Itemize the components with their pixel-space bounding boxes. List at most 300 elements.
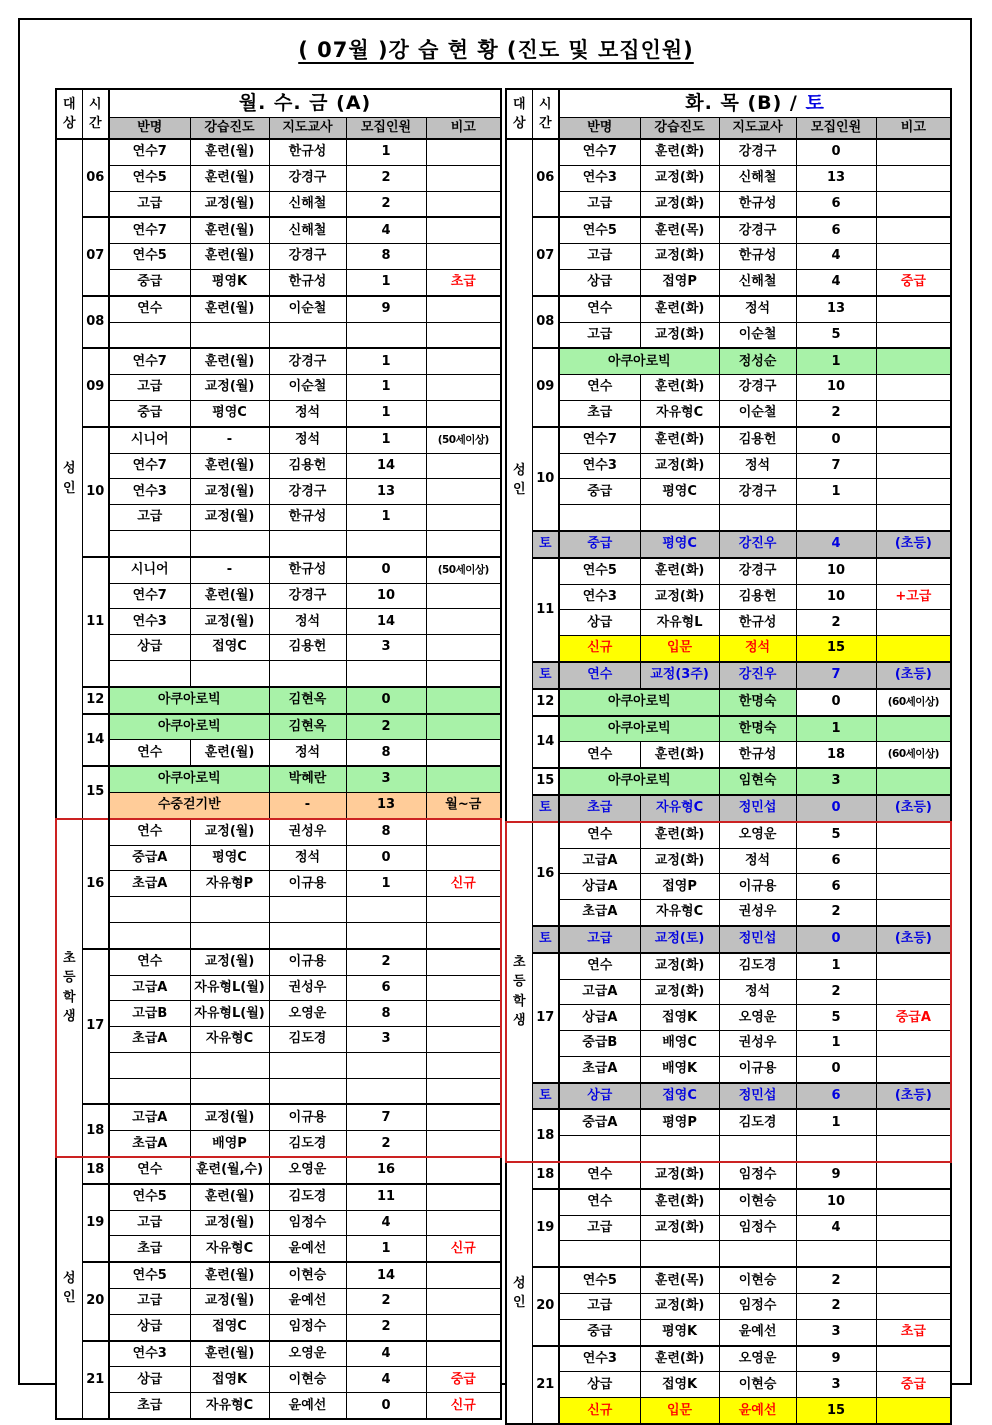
count-cell: 15 xyxy=(796,636,876,662)
teacher-cell: 임현숙 xyxy=(719,768,796,795)
note-cell: (60세이상) xyxy=(876,742,951,768)
progress-cell: 평영K xyxy=(190,269,269,295)
table-row xyxy=(56,819,501,845)
count-cell: 4 xyxy=(796,531,876,558)
table-row xyxy=(506,584,951,610)
time-cell: 10 xyxy=(82,427,109,557)
time-cell: 20 xyxy=(532,1267,559,1345)
table-row xyxy=(506,716,951,742)
count-cell: 4 xyxy=(796,244,876,270)
count-cell: 2 xyxy=(346,1314,426,1340)
teacher-cell: 윤예선 xyxy=(269,1236,346,1262)
time-cell: 19 xyxy=(82,1184,109,1262)
progress-cell: 교정(화) xyxy=(640,244,719,270)
class-name-cell: 고급 xyxy=(559,1294,640,1320)
count-cell: 0 xyxy=(796,926,876,953)
note-cell xyxy=(876,874,951,900)
progress-cell: 자유형C xyxy=(640,400,719,426)
table-row xyxy=(506,375,951,401)
count-cell: 8 xyxy=(346,740,426,766)
progress-cell: 자유형L(월) xyxy=(190,975,269,1001)
count-cell: 0 xyxy=(796,1056,876,1082)
table-row xyxy=(506,1031,951,1057)
note-cell xyxy=(426,714,501,740)
class-name-cell: 고급 xyxy=(109,1210,190,1236)
note-cell: (초등) xyxy=(876,1083,951,1110)
note-cell xyxy=(426,296,501,322)
count-cell: 1 xyxy=(346,427,426,453)
teacher-cell: 임정수 xyxy=(269,1314,346,1340)
table-row xyxy=(56,949,501,975)
teacher-cell: 오영운 xyxy=(269,1157,346,1184)
table-row xyxy=(56,609,501,635)
note-cell xyxy=(426,1078,501,1104)
teacher-cell: 강경구 xyxy=(719,375,796,401)
class-name-cell: 고급B xyxy=(109,1001,190,1027)
teacher-cell: 김용헌 xyxy=(719,584,796,610)
teacher-cell: 김도경 xyxy=(269,1131,346,1157)
class-name-cell: 중급A xyxy=(559,1109,640,1135)
note-cell: 중급 xyxy=(876,1372,951,1398)
progress-cell: 훈련(월) xyxy=(190,1262,269,1288)
teacher-cell: 권성우 xyxy=(719,1031,796,1057)
count-cell: 13 xyxy=(346,479,426,505)
progress-cell: 훈련(화) xyxy=(640,1346,719,1372)
progress-cell: 평영C xyxy=(190,845,269,871)
teacher-cell: 정석 xyxy=(269,740,346,766)
column-header: 강습진도 xyxy=(190,118,269,140)
progress-cell: 자유형C xyxy=(640,795,719,822)
progress-cell: 자유형P xyxy=(190,871,269,897)
class-name-cell xyxy=(109,897,190,923)
progress-cell: 교정(화) xyxy=(640,1162,719,1189)
column-header: 반명 xyxy=(109,118,190,140)
count-cell: 3 xyxy=(346,1027,426,1053)
class-name-cell: 초급 xyxy=(109,1393,190,1419)
table-row xyxy=(56,1289,501,1315)
day-group-title xyxy=(109,89,501,118)
class-name-cell: 아쿠아로빅 xyxy=(559,348,719,374)
count-cell: 6 xyxy=(346,975,426,1001)
time-cell: 07 xyxy=(82,217,109,295)
teacher-cell: 정석 xyxy=(269,845,346,871)
note-cell xyxy=(426,1104,501,1130)
teacher-cell: 정석 xyxy=(719,296,796,322)
note-cell: (초등) xyxy=(876,926,951,953)
teacher-cell: 이현승 xyxy=(269,1262,346,1288)
progress-cell: 교정(화) xyxy=(640,165,719,191)
progress-cell: 접영C xyxy=(640,1083,719,1110)
teacher-cell: 김도경 xyxy=(269,1184,346,1210)
progress-cell: 접영P xyxy=(640,874,719,900)
target-cell: 성 인 xyxy=(56,1157,82,1419)
count-cell: 2 xyxy=(346,949,426,975)
class-name-cell: 상급 xyxy=(559,610,640,636)
progress-cell: - xyxy=(190,557,269,583)
note-cell xyxy=(426,687,501,714)
count-cell xyxy=(796,1241,876,1267)
teacher-cell: 한명숙 xyxy=(719,689,796,716)
class-name-cell: 시니어 xyxy=(109,557,190,583)
note-cell xyxy=(426,165,501,191)
left-table-mount xyxy=(55,88,502,1425)
teacher-cell: 권성우 xyxy=(719,900,796,926)
note-cell xyxy=(876,558,951,584)
teacher-cell: 강경구 xyxy=(269,244,346,270)
class-name-cell xyxy=(109,322,190,348)
count-cell: 15 xyxy=(796,1398,876,1424)
progress-cell: 접영K xyxy=(640,1005,719,1031)
note-cell: (초등) xyxy=(876,795,951,822)
time-cell: 14 xyxy=(532,716,559,769)
class-name-cell: 연수 xyxy=(109,296,190,322)
target-cell: 초 등 학 생 xyxy=(506,822,532,1162)
table-row xyxy=(506,1319,951,1345)
note-cell xyxy=(426,375,501,401)
note-cell: 월~금 xyxy=(426,792,501,818)
note-cell xyxy=(426,1262,501,1288)
table-row xyxy=(506,479,951,505)
target-column-header: 대 상 xyxy=(56,89,82,139)
header-row-1 xyxy=(506,89,951,118)
table-row xyxy=(56,871,501,897)
progress-cell: 접영P xyxy=(640,269,719,295)
class-name-cell: 연수7 xyxy=(109,453,190,479)
table-row xyxy=(506,191,951,217)
table-row xyxy=(506,1109,951,1135)
teacher-cell: 이규용 xyxy=(269,949,346,975)
class-name-cell: 초급A xyxy=(559,1056,640,1082)
class-name-cell: 연수 xyxy=(559,822,640,848)
note-cell xyxy=(426,949,501,975)
time-cell: 토 xyxy=(532,1083,559,1110)
class-name-cell: 아쿠아로빅 xyxy=(559,768,719,795)
progress-cell: 교정(화) xyxy=(640,453,719,479)
table-row xyxy=(506,1189,951,1215)
table-row xyxy=(56,1236,501,1262)
teacher-cell: 한규성 xyxy=(269,269,346,295)
progress-cell: 접영K xyxy=(190,1367,269,1393)
table-row xyxy=(56,766,501,792)
time-cell: 12 xyxy=(82,687,109,714)
count-cell xyxy=(346,530,426,556)
header-row-1 xyxy=(56,89,501,118)
note-cell: 중급 xyxy=(426,1367,501,1393)
progress-cell: 훈련(목) xyxy=(640,1267,719,1293)
note-cell xyxy=(426,139,501,165)
class-name-cell: 상급 xyxy=(109,1314,190,1340)
teacher-cell: 이규용 xyxy=(269,1104,346,1130)
count-cell: 4 xyxy=(796,269,876,295)
count-cell: 3 xyxy=(796,1372,876,1398)
teacher-cell: 오영운 xyxy=(269,1001,346,1027)
class-name-cell: 초급 xyxy=(109,1236,190,1262)
time-cell: 11 xyxy=(82,557,109,687)
teacher-cell xyxy=(719,1241,796,1267)
note-cell xyxy=(876,1109,951,1135)
teacher-cell: 정석 xyxy=(719,453,796,479)
note-cell xyxy=(876,505,951,531)
class-name-cell: 연수7 xyxy=(559,139,640,165)
progress-cell: 접영C xyxy=(190,1314,269,1340)
teacher-cell: 윤예선 xyxy=(269,1393,346,1419)
class-name-cell: 연수3 xyxy=(559,453,640,479)
table-row xyxy=(56,479,501,505)
table-row xyxy=(56,975,501,1001)
progress-cell: 접영C xyxy=(190,635,269,661)
teacher-cell: 강경구 xyxy=(269,479,346,505)
teacher-cell xyxy=(719,505,796,531)
note-cell xyxy=(426,479,501,505)
table-row xyxy=(56,530,501,556)
teacher-cell xyxy=(719,1136,796,1162)
progress-cell: 훈련(월) xyxy=(190,453,269,479)
progress-cell: 교정(화) xyxy=(640,953,719,979)
count-cell: 0 xyxy=(796,795,876,822)
class-name-cell: 초급A xyxy=(109,1027,190,1053)
time-cell: 18 xyxy=(82,1157,109,1184)
teacher-cell: 강경구 xyxy=(719,139,796,165)
progress-cell: 교정(월) xyxy=(190,1210,269,1236)
count-cell: 0 xyxy=(796,427,876,453)
class-name-cell: 신규 xyxy=(559,636,640,662)
time-cell: 15 xyxy=(532,768,559,795)
note-cell xyxy=(426,1289,501,1315)
teacher-cell: 이순철 xyxy=(269,296,346,322)
count-cell: 5 xyxy=(796,822,876,848)
table-row xyxy=(56,1210,501,1236)
progress-cell: 배영C xyxy=(640,1031,719,1057)
teacher-cell: 이순철 xyxy=(719,322,796,348)
class-name-cell: 고급A xyxy=(109,975,190,1001)
progress-cell: 평영C xyxy=(640,479,719,505)
teacher-cell: 김도경 xyxy=(719,953,796,979)
teacher-cell: 신해철 xyxy=(269,217,346,243)
note-cell xyxy=(876,1346,951,1372)
note-cell xyxy=(426,609,501,635)
count-cell: 1 xyxy=(796,348,876,374)
note-cell xyxy=(426,453,501,479)
teacher-cell: 정석 xyxy=(719,979,796,1005)
teacher-cell: 강진우 xyxy=(719,531,796,558)
note-cell xyxy=(876,979,951,1005)
note-cell xyxy=(426,191,501,217)
table-row xyxy=(506,269,951,295)
table-row xyxy=(506,768,951,795)
table-row xyxy=(56,845,501,871)
teacher-cell xyxy=(269,530,346,556)
progress-cell: 교정(월) xyxy=(190,1289,269,1315)
class-name-cell: 연수5 xyxy=(559,217,640,243)
teacher-cell: 윤예선 xyxy=(719,1398,796,1424)
count-cell: 10 xyxy=(346,583,426,609)
table-row xyxy=(56,1131,501,1157)
note-cell xyxy=(426,322,501,348)
teacher-cell xyxy=(269,897,346,923)
progress-cell: 평영C xyxy=(190,400,269,426)
teacher-cell: 권성우 xyxy=(269,819,346,845)
progress-cell: 훈련(월) xyxy=(190,1341,269,1367)
column-header: 모집인원 xyxy=(346,118,426,140)
table-row xyxy=(56,1001,501,1027)
target-cell: 성 인 xyxy=(506,1162,532,1424)
table-row xyxy=(506,874,951,900)
progress-cell: 자유형C xyxy=(190,1393,269,1419)
count-cell: 3 xyxy=(346,635,426,661)
note-cell xyxy=(876,848,951,874)
count-cell xyxy=(346,660,426,686)
table-row xyxy=(506,1294,951,1320)
progress-cell: 접영K xyxy=(640,1372,719,1398)
teacher-cell: 임정수 xyxy=(719,1215,796,1241)
teacher-cell: 이순철 xyxy=(269,375,346,401)
table-row xyxy=(506,742,951,768)
table-row xyxy=(506,795,951,822)
note-cell xyxy=(426,1341,501,1367)
class-name-cell: 연수 xyxy=(559,742,640,768)
note-cell xyxy=(426,505,501,531)
table-row xyxy=(506,1083,951,1110)
teacher-cell: 강경구 xyxy=(269,348,346,374)
class-name-cell: 상급 xyxy=(559,1083,640,1110)
column-header: 반명 xyxy=(559,118,640,140)
count-cell: 3 xyxy=(796,1319,876,1345)
count-cell: 2 xyxy=(346,191,426,217)
table-row xyxy=(506,1346,951,1372)
table-row xyxy=(56,165,501,191)
table-row xyxy=(506,1162,951,1189)
page-title xyxy=(0,34,992,64)
count-cell: 1 xyxy=(796,479,876,505)
time-cell: 18 xyxy=(532,1162,559,1189)
count-cell: 0 xyxy=(346,557,426,583)
teacher-cell: 김용헌 xyxy=(269,453,346,479)
day-title-text: 화. 목 (B) / xyxy=(685,91,806,114)
note-cell xyxy=(876,1267,951,1293)
class-name-cell: 연수5 xyxy=(559,1267,640,1293)
table-row xyxy=(506,296,951,322)
class-name-cell: 고급 xyxy=(109,1289,190,1315)
progress-cell: 교정(3주) xyxy=(640,662,719,689)
time-cell: 토 xyxy=(532,662,559,689)
time-cell: 16 xyxy=(532,822,559,926)
teacher-cell: 임정수 xyxy=(719,1162,796,1189)
teacher-cell: 윤예선 xyxy=(719,1319,796,1345)
time-cell: 토 xyxy=(532,926,559,953)
note-cell xyxy=(876,400,951,426)
teacher-cell: 김도경 xyxy=(719,1109,796,1135)
teacher-cell: 강경구 xyxy=(269,583,346,609)
count-cell: 11 xyxy=(346,1184,426,1210)
note-cell: (초등) xyxy=(876,662,951,689)
class-name-cell: 상급 xyxy=(559,1372,640,1398)
count-cell: 1 xyxy=(346,139,426,165)
teacher-cell: 김현옥 xyxy=(269,714,346,740)
count-cell: 2 xyxy=(346,714,426,740)
class-name-cell: 연수 xyxy=(559,1162,640,1189)
class-name-cell: 고급 xyxy=(559,322,640,348)
class-name-cell: 중급 xyxy=(559,479,640,505)
progress-cell: 훈련(월) xyxy=(190,217,269,243)
note-cell xyxy=(426,897,501,923)
progress-cell: 입문 xyxy=(640,1398,719,1424)
class-name-cell: 연수5 xyxy=(559,558,640,584)
class-name-cell: 상급A xyxy=(559,874,640,900)
table-row xyxy=(506,979,951,1005)
class-name-cell: 고급A xyxy=(559,848,640,874)
count-cell: 8 xyxy=(346,1001,426,1027)
progress-cell: 교정(화) xyxy=(640,191,719,217)
table-row xyxy=(506,662,951,689)
table-row xyxy=(56,1393,501,1419)
class-name-cell: 초급A xyxy=(559,900,640,926)
progress-cell xyxy=(190,897,269,923)
table-row xyxy=(56,1104,501,1130)
time-cell: 15 xyxy=(82,766,109,819)
teacher-cell: 정민섭 xyxy=(719,795,796,822)
note-cell xyxy=(876,1294,951,1320)
class-name-cell: 시니어 xyxy=(109,427,190,453)
class-name-cell: 고급 xyxy=(109,191,190,217)
note-cell xyxy=(426,244,501,270)
table-row xyxy=(506,822,951,848)
count-cell: 8 xyxy=(346,244,426,270)
count-cell: 3 xyxy=(346,766,426,792)
class-name-cell: 초급 xyxy=(559,795,640,822)
note-cell xyxy=(426,400,501,426)
table-row xyxy=(56,1314,501,1340)
progress-cell: 교정(화) xyxy=(640,848,719,874)
note-cell xyxy=(876,1031,951,1057)
class-name-cell: 연수 xyxy=(109,740,190,766)
note-cell xyxy=(876,1056,951,1082)
table-row xyxy=(56,583,501,609)
teacher-cell: 임정수 xyxy=(719,1294,796,1320)
class-name-cell: 연수3 xyxy=(559,584,640,610)
teacher-cell: 김도경 xyxy=(269,1027,346,1053)
count-cell: 1 xyxy=(346,871,426,897)
note-cell xyxy=(426,1052,501,1078)
class-name-cell: 연수 xyxy=(559,662,640,689)
target-cell: 초 등 학 생 xyxy=(56,819,82,1157)
progress-cell: 훈련(월) xyxy=(190,296,269,322)
teacher-cell: 이현승 xyxy=(719,1372,796,1398)
class-name-cell: 연수 xyxy=(559,296,640,322)
note-cell xyxy=(426,1001,501,1027)
progress-cell: 교정(월) xyxy=(190,191,269,217)
target-cell: 성 인 xyxy=(506,139,532,822)
progress-cell: 평영K xyxy=(640,1319,719,1345)
table-row xyxy=(506,165,951,191)
count-cell: 6 xyxy=(796,1083,876,1110)
progress-cell: 훈련(화) xyxy=(640,822,719,848)
table-row xyxy=(56,139,501,165)
class-name-cell xyxy=(109,1078,190,1104)
teacher-cell: 오영운 xyxy=(719,1346,796,1372)
time-cell: 08 xyxy=(82,296,109,349)
progress-cell: 자유형L xyxy=(640,610,719,636)
count-cell: 2 xyxy=(796,979,876,1005)
class-name-cell: 중급A xyxy=(109,845,190,871)
time-column-header: 시 간 xyxy=(82,89,109,139)
header-row-2 xyxy=(506,118,951,140)
class-name-cell: 신규 xyxy=(559,1398,640,1424)
target-cell: 성 인 xyxy=(56,139,82,819)
class-name-cell xyxy=(109,1052,190,1078)
table-row xyxy=(56,1184,501,1210)
teacher-cell xyxy=(269,1078,346,1104)
count-cell: 2 xyxy=(346,1289,426,1315)
